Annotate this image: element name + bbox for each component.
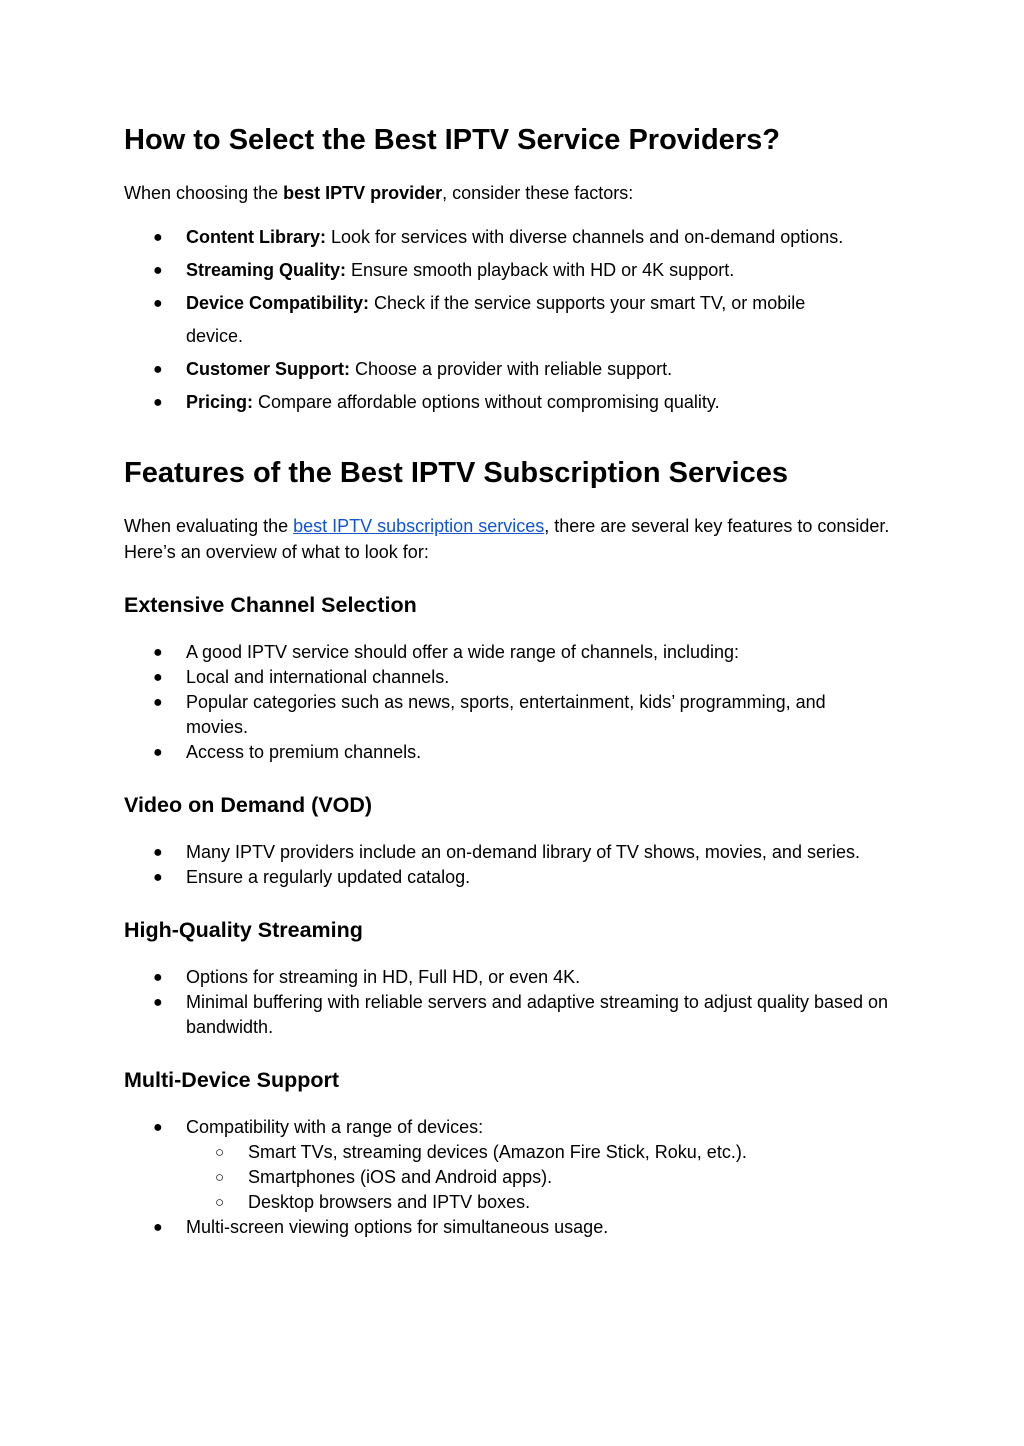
document-content [124, 118, 904, 1240]
intro-bold-phrase: best IPTV provider [283, 183, 443, 203]
bullet-icon: ● [153, 295, 163, 312]
list-item: ● Content Library: Look for services with diverse channels and on-demand options. [124, 221, 904, 254]
bullet-icon: ● [153, 869, 163, 886]
list-item: ● Access to premium channels. [124, 740, 904, 765]
heading-vod: Video on Demand (VOD) [124, 793, 373, 817]
bullet-icon: ● [153, 669, 163, 686]
list-item: ● Ensure a regularly updated catalog. [124, 865, 904, 890]
list-item: ● Popular categories such as news, sports, entertainment, kids’ programming, and movies. [153, 692, 826, 737]
list-item: ● Streaming Quality: Ensure smooth playback with HD or 4K support. [124, 254, 904, 287]
bullet-icon: ● [153, 969, 163, 986]
bullet-icon: ● [153, 694, 163, 711]
factors-list [124, 221, 904, 419]
list-item: ● Customer Support: Choose a provider with reliable support. [124, 353, 904, 386]
heading-channel-selection: Extensive Channel Selection [124, 593, 417, 617]
heading-multi-device: Multi-Device Support [124, 1068, 340, 1092]
bullet-icon: ● [153, 394, 163, 411]
devices-sublist [186, 1140, 904, 1215]
circle-bullet-icon: ○ [215, 1194, 225, 1211]
list-item: ● A good IPTV service should offer a wide range of channels, including: [124, 640, 904, 665]
list-item: ● Local and international channels. [124, 665, 904, 690]
bullet-icon: ● [153, 229, 163, 246]
bullet-icon: ● [153, 844, 163, 861]
circle-bullet-icon: ○ [215, 1144, 225, 1161]
section-title-features: Features of the Best IPTV Subscription Services [124, 457, 788, 489]
subscription-services-link[interactable]: best IPTV subscription services [293, 516, 545, 536]
devices-list [124, 1115, 904, 1240]
sub-list-item: ○ Smart TVs, streaming devices (Amazon Fire Stick, Roku, etc.). [186, 1140, 904, 1165]
section2-intro: When evaluating the best IPTV subscription services, there are several key features to consider. Here’s an overview of what to look for: [124, 516, 890, 562]
list-item: ● Multi-screen viewing options for simultaneous usage. [124, 1215, 904, 1240]
section-title-select-provider: How to Select the Best IPTV Service Providers? [124, 124, 780, 156]
circle-bullet-icon: ○ [215, 1169, 225, 1186]
heading-streaming: High-Quality Streaming [124, 918, 363, 942]
bullet-icon: ● [153, 744, 163, 761]
vod-list [124, 840, 904, 890]
section1-intro: When choosing the best IPTV provider, consider these factors: [124, 183, 634, 203]
sub-list-item: ○ Desktop browsers and IPTV boxes. [186, 1190, 904, 1215]
channels-list [124, 640, 904, 765]
sub-list-item: ○ Smartphones (iOS and Android apps). [186, 1165, 904, 1190]
streaming-list [124, 965, 904, 1040]
bullet-icon: ● [153, 262, 163, 279]
bullet-icon: ● [153, 644, 163, 661]
bullet-icon: ● [153, 1219, 163, 1236]
list-item: ● Minimal buffering with reliable servers and adaptive streaming to adjust quality based on bandwidth. [153, 992, 889, 1037]
list-item: ● Device Compatibility: Check if the service supports your smart TV, or mobile device. [124, 287, 904, 353]
list-item: ● Options for streaming in HD, Full HD, or even 4K. [124, 965, 904, 990]
bullet-icon: ● [153, 361, 163, 378]
list-item: ● Pricing: Compare affordable options without compromising quality. [124, 386, 904, 419]
list-item: ● Compatibility with a range of devices: ○ Smart TVs, streaming devices (Amazon Fire Stick, Roku, etc.). ○ Smartphones (iOS and Android apps). ○ Desktop browsers and IPTV boxes. [124, 1115, 904, 1215]
bullet-icon: ● [153, 994, 163, 1011]
bullet-icon: ● [153, 1119, 163, 1136]
list-item: ● Many IPTV providers include an on-demand library of TV shows, movies, and series. [124, 840, 904, 865]
